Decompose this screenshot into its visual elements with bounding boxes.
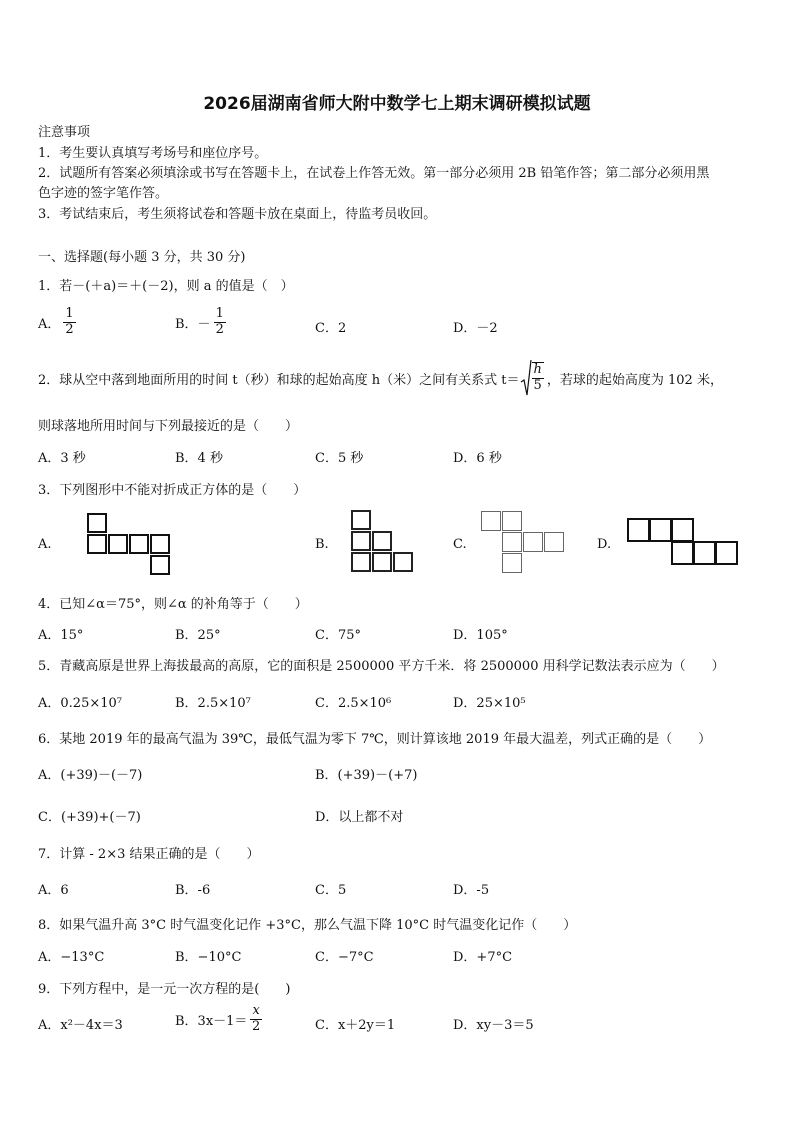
question-4-option-a: A．15° [38,628,84,643]
question-5-option-b: B．2.5×10⁷ [175,696,251,711]
question-1-option-d: D．－2 [453,321,498,336]
question-4-option-d: D．105° [453,628,508,643]
sqrt-sign-icon [520,358,532,398]
question-2-stem-line1 [38,358,723,398]
note-item-1: 1．考生要认真填写考场号和座位序号。 [38,146,268,161]
option-b-label: B．－ [175,316,211,332]
question-5-option-c: C．2.5×10⁶ [315,696,392,711]
option-b-denominator: 2 [215,321,224,337]
q9-option-b-denominator: 2 [251,1018,261,1034]
option-a-label: A． [38,316,61,332]
question-7-stem: 7．计算 - 2×3 结果正确的是（ ） [38,847,260,862]
option-a-numerator: 1 [65,306,74,321]
question-9-option-a: A．x²－4x＝3 [38,1018,123,1033]
note-item-2: 2．试题所有答案必须填涂或书写在答题卡上，在试卷上作答无效。第一部分必须用 2B 铅笔作答；第二部分必须用黑 [38,166,710,181]
question-1-option-c: C．2 [315,321,347,336]
question-6-option-a: A．(+39)－(－7) [38,768,143,783]
question-4-stem: 4．已知∠α＝75°，则∠α 的补角等于（ ） [38,597,308,612]
question-9-option-b [175,1004,265,1035]
question-4-option-b: B．25° [175,628,221,643]
question-1-option-b [175,307,229,338]
question-7-option-d: D．-5 [453,883,490,898]
question-2-option-b: B．4 秒 [175,451,223,466]
question-6-option-d: D．以上都不对 [315,810,404,825]
question-7-option-a: A．6 [38,883,69,898]
question-3-option-b: B. [315,537,329,552]
question-2-option-c: C．5 秒 [315,451,364,466]
question-2-stem-part1: 2．球从空中落到地面所用的时间 t（秒）和球的起始高度 h（米）之间有关系式 t＝ [38,372,520,388]
question-5-stem: 5．青藏高原是世界上海拔最高的高原，它的面积是 2500000 平方千米．将 2500000 用科学记数法表示应为（ ） [38,659,725,674]
option-a-denominator: 2 [65,321,74,337]
question-8-option-b: B．−10°C [175,950,242,965]
question-3-option-d: D. [597,537,612,552]
question-6-option-b: B．(+39)－(+7) [315,768,418,783]
question-5-option-a: A．0.25×10⁷ [38,696,122,711]
question-2-option-d: D．6 秒 [453,451,502,466]
note-item-3: 3．考试结束后，考生须将试卷和答题卡放在桌面上，待监考员收回。 [38,207,437,222]
question-1-option-a [38,307,79,338]
question-3-option-c: C. [453,537,467,552]
sqrt-numerator: h [533,362,542,378]
question-6-stem: 6．某地 2019 年的最高气温为 39℃，最低气温为零下 7℃，则计算该地 2019 年最大温差，列式正确的是（ ） [38,732,712,747]
sqrt-expression [520,358,547,398]
option-b-numerator: 1 [215,306,224,321]
page-title: 2026届湖南省师大附中数学七上期末调研模拟试题 [203,94,591,114]
note-item-2-cont: 色字迹的签字笔作答。 [38,186,169,201]
q9-option-b-label: B．3x－1＝ [175,1013,248,1029]
section-heading: 一、选择题(每小题 3 分，共 30 分) [38,250,246,265]
question-2-option-a: A．3 秒 [38,451,86,466]
question-8-option-c: C．−7°C [315,950,374,965]
option-a-fraction [63,307,75,338]
question-8-option-d: D．+7°C [453,950,513,965]
sqrt-denominator: 5 [533,378,542,393]
option-b-fraction [214,307,226,338]
q9-option-b-fraction [250,1004,261,1035]
question-1-stem: 1．若－(＋a)＝＋(－2)，则 a 的值是（ ） [38,279,294,294]
question-5-option-d: D．25×10⁵ [453,696,526,711]
question-9-option-d: D．xy－3＝5 [453,1018,534,1033]
q9-option-b-numerator: x [252,1003,260,1018]
question-6-option-c: C．(+39)+(－7) [38,810,141,825]
question-7-option-c: C．5 [315,883,347,898]
question-8-stem: 8．如果气温升高 3°C 时气温变化记作 +3°C，那么气温下降 10°C 时气温变化记作（ ） [38,918,577,933]
question-9-option-c: C．x＋2y＝1 [315,1018,396,1033]
question-2-stem-line2: 则球落地所用时间与下列最接近的是（ ） [38,419,299,434]
notes-heading: 注意事项 [38,125,91,140]
question-8-option-a: A．−13°C [38,950,105,965]
question-3-option-a: A. [38,537,52,552]
sqrt-fraction [532,362,544,394]
question-2-stem-part2: ，若球的起始高度为 102 米， [546,372,723,388]
question-3-stem: 3．下列图形中不能对折成正方体的是（ ） [38,483,307,498]
question-9-stem: 9．下列方程中，是一元一次方程的是( ) [38,982,291,997]
question-4-option-c: C．75° [315,628,361,643]
question-7-option-b: B．-6 [175,883,211,898]
